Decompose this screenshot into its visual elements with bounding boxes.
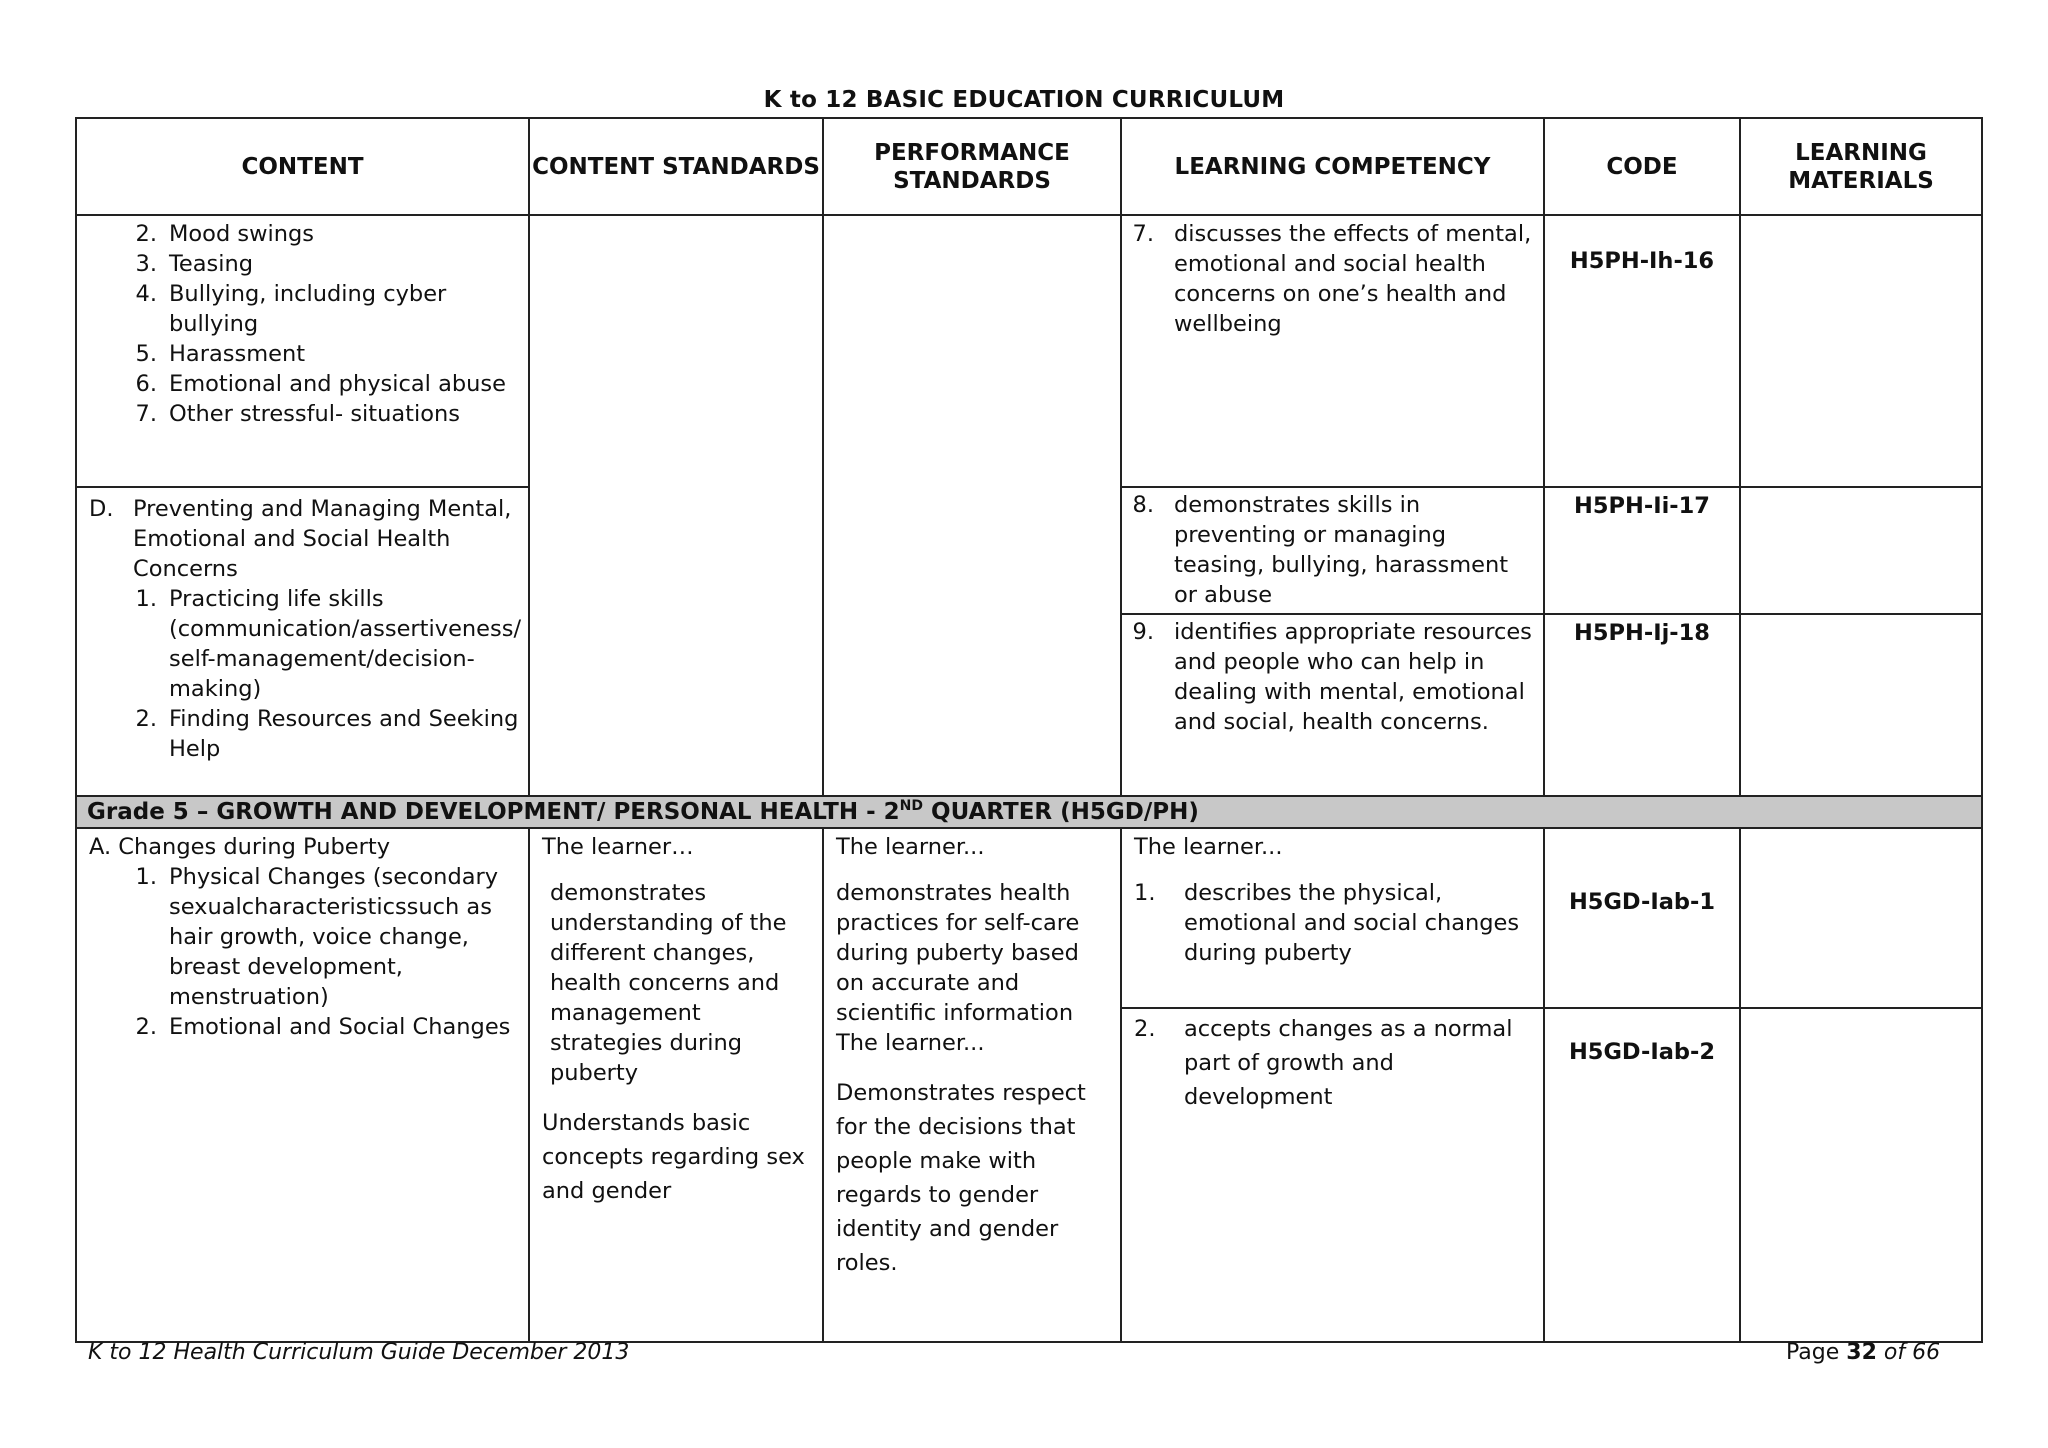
list-item: 2. Finding Resources and Seeking Help	[135, 706, 519, 762]
content-list	[89, 862, 520, 1042]
competency-item: 1. describes the physical, emotional and social changes during puberty	[1134, 880, 1520, 966]
curriculum-table	[75, 117, 1983, 1343]
competency-cell	[1121, 828, 1544, 1008]
code-cell	[1544, 215, 1740, 487]
content-heading: D. Preventing and Managing Mental, Emotional and Social Health Concerns	[89, 496, 512, 582]
competency-item: 2. accepts changes as a normal part of growth and development	[1134, 1016, 1513, 1110]
table-row	[76, 215, 1982, 487]
list-item: 4. Bullying, including cyber bullying	[135, 281, 447, 337]
list-item: 1. Practicing life skills (communication/assertiveness/ self-management/decision-making)	[135, 586, 522, 702]
competency-code: H5PH-Ij-18	[1574, 620, 1710, 646]
learning-materials-cell	[1740, 828, 1982, 1008]
grade-section-row	[76, 796, 1982, 828]
performance-standards-intro: The learner...	[836, 1030, 985, 1056]
learning-materials-cell	[1740, 487, 1982, 614]
header-content-standards: CONTENT STANDARDS	[529, 118, 823, 215]
performance-standard-text: demonstrates health practices for self-care during puberty based on accurate and scientific information	[836, 880, 1080, 1026]
performance-standards-cell	[823, 215, 1121, 796]
document-title: K to 12 BASIC EDUCATION CURRICULUM	[763, 87, 1285, 113]
code-cell	[1544, 614, 1740, 796]
performance-standard-text: Demonstrates respect for the decisions that people make with regards to gender identity and gender roles.	[836, 1080, 1086, 1276]
code-cell	[1544, 487, 1740, 614]
content-standards-intro: The learner…	[542, 834, 694, 860]
content-standards-cell	[529, 828, 823, 1342]
content-standard-text: demonstrates understanding of the different changes, health concerns and management strategies during puberty	[550, 880, 787, 1086]
competency-code: H5PH-Ih-16	[1569, 248, 1715, 274]
header-learning-materials: LEARNING MATERIALS	[1740, 118, 1982, 215]
content-list	[89, 584, 520, 764]
learning-materials-cell	[1740, 614, 1982, 796]
grade-section-heading: Grade 5 – GROWTH AND DEVELOPMENT/ PERSONAL HEALTH - 2ND QUARTER (H5GD/PH)	[76, 796, 1982, 828]
performance-standards-intro: The learner...	[836, 834, 985, 860]
competency-cell	[1121, 215, 1544, 487]
competency-item: 8. demonstrates skills in preventing or managing teasing, bullying, harassment or abuse	[1132, 492, 1509, 608]
footer-guide-title: K to 12 Health Curriculum Guide December 2013	[88, 1340, 630, 1365]
competency-cell	[1121, 1008, 1544, 1342]
learning-materials-cell	[1740, 215, 1982, 487]
performance-standards-cell	[823, 828, 1121, 1342]
competency-code: H5GD-Iab-2	[1568, 1039, 1716, 1065]
content-standards-cell	[529, 215, 823, 796]
competency-code: H5GD-Iab-1	[1568, 889, 1716, 915]
header-performance-standards: PERFORMANCE STANDARDS	[823, 118, 1121, 215]
header-content: CONTENT	[76, 118, 529, 215]
competency-cell	[1121, 614, 1544, 796]
content-standard-text: Understands basic concepts regarding sex and gender	[542, 1110, 805, 1204]
table-row	[76, 828, 1982, 1008]
code-cell	[1544, 1008, 1740, 1342]
content-cell	[76, 215, 529, 487]
competency-code: H5PH-Ii-17	[1574, 493, 1710, 519]
competency-item: 7. discusses the effects of mental, emotional and social health concerns on one’s health and wellbeing	[1132, 221, 1532, 337]
content-heading: A. Changes during Puberty	[89, 834, 391, 860]
content-cell	[76, 487, 529, 796]
content-list	[125, 219, 520, 429]
list-item: 5. Harassment	[135, 341, 306, 367]
footer-page-number: Page 32 of 66	[1786, 1340, 1941, 1365]
header-learning-competency: LEARNING COMPETENCY	[1121, 118, 1544, 215]
header-code: CODE	[1544, 118, 1740, 215]
list-item: 7. Other stressful- situations	[135, 401, 460, 427]
competency-item: 9. identifies appropriate resources and people who can help in dealing with mental, emotional and social, health concerns.	[1132, 619, 1532, 735]
header-row	[76, 118, 1982, 215]
code-cell	[1544, 828, 1740, 1008]
list-item: 2. Emotional and Social Changes	[135, 1014, 511, 1040]
list-item: 3. Teasing	[135, 251, 254, 277]
list-item: 2. Mood swings	[135, 221, 315, 247]
competency-intro: The learner...	[1134, 834, 1283, 860]
learning-materials-cell	[1740, 1008, 1982, 1342]
competency-cell	[1121, 487, 1544, 614]
list-item: 6. Emotional and physical abuse	[135, 371, 506, 397]
content-cell	[76, 828, 529, 1342]
list-item: 1. Physical Changes (secondary sexualcharacteristicssuch as hair growth, voice change, breast development, menstruation)	[135, 864, 499, 1010]
